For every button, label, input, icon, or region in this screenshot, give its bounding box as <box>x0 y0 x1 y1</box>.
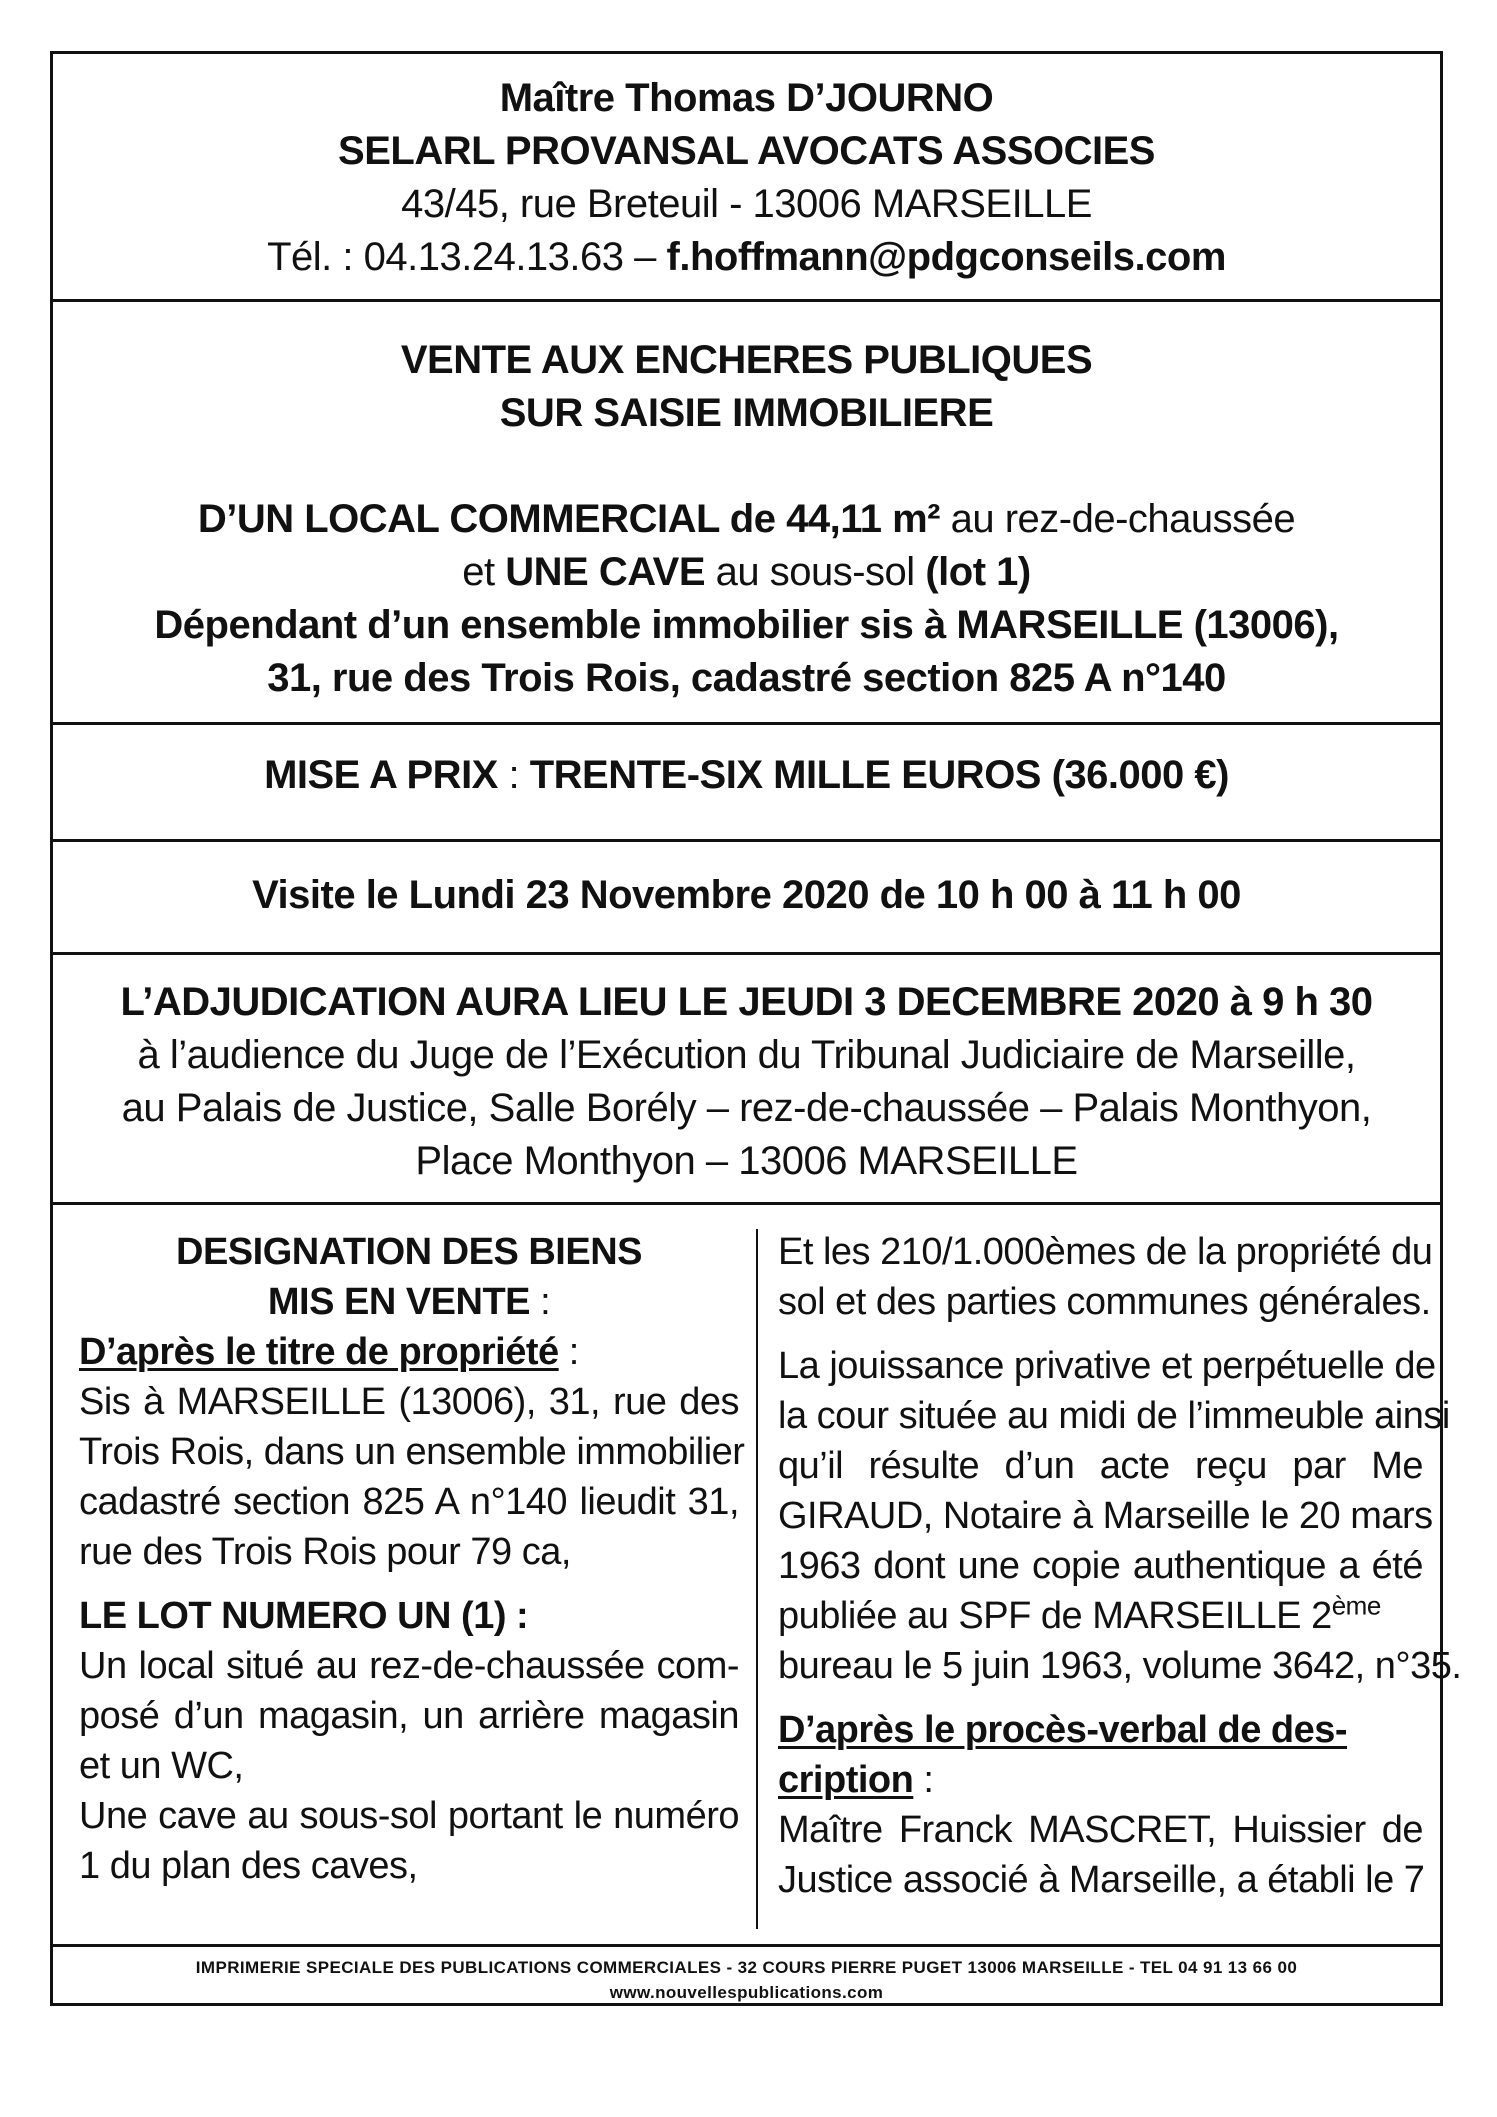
divider <box>53 1202 1440 1205</box>
superscript: ème <box>1331 1590 1381 1621</box>
left-column <box>79 1227 745 1891</box>
price-value: TRENTE-SIX MILLE EUROS (36.000 €) <box>529 753 1229 797</box>
paragraph-line: posé d’un magasin, un arrière magasin <box>79 1695 739 1737</box>
paragraph-line: sol et des parties communes générales. <box>778 1281 1431 1323</box>
pv-label-1: D’après le procès-verbal de des- <box>778 1709 1348 1751</box>
paragraph-line: cadastré section 825 A n°140 lieudit 31, <box>79 1481 739 1523</box>
spacer <box>79 1577 739 1591</box>
paragraph-line: Un local situé au rez-de-chaussée com- <box>79 1645 739 1687</box>
paragraph-line: Justice associé à Marseille, a établi le 7 <box>778 1859 1425 1901</box>
firm-address: 43/45, rue Breteuil - 13006 MARSEILLE <box>401 182 1092 226</box>
divider <box>53 1944 1440 1947</box>
printer-website: www.nouvellespublications.com <box>609 1983 884 2002</box>
column-divider <box>756 1229 758 1929</box>
paragraph-line: La jouissance privative et perpétuelle de <box>778 1345 1436 1387</box>
paragraph-line: 1963 dont une copie authentique a été <box>778 1545 1423 1587</box>
sale-desc-3: Dépendant d’un ensemble immobilier sis à MARSEILLE (13006), <box>154 603 1339 647</box>
sale-title-2: SUR SAISIE IMMOBILIERE <box>499 391 994 435</box>
pv-subheading-1 <box>778 1705 1423 1755</box>
divider <box>53 839 1440 842</box>
pv-colon: : <box>923 1759 934 1801</box>
cave: UNE CAVE <box>505 550 706 594</box>
designation-heading-2 <box>79 1277 739 1327</box>
price-section <box>53 749 1440 802</box>
sale-title-1: VENTE AUX ENCHERES PUBLIQUES <box>400 338 1093 382</box>
notice-frame <box>50 51 1462 2006</box>
pv-subheading-2 <box>778 1755 1423 1805</box>
printer-line: IMPRIMERIE SPECIALE DES PUBLICATIONS COMMERCIALES - 32 COURS PIERRE PUGET 13006 MARSEILLE - TEL 04 91 13 66 00 <box>195 1958 1298 1977</box>
divider <box>53 722 1440 725</box>
adjudication-line-3: Place Monthyon – 13006 MARSEILLE <box>415 1139 1078 1183</box>
price-sep: : <box>508 753 520 797</box>
email: f.hoffmann@pdgconseils.com <box>666 235 1226 279</box>
paragraph-line <box>778 1591 1423 1641</box>
lawyer-name: Maître Thomas D’JOURNO <box>499 76 994 120</box>
sale-desc-4: 31, rue des Trois Rois, cadastré section 825 A n°140 <box>267 656 1226 700</box>
paragraph-line: Maître Franck MASCRET, Huissier de <box>778 1809 1423 1851</box>
title-deed-label: D’après le titre de propriété <box>79 1331 559 1373</box>
paragraph-line: bureau le 5 juin 1963, volume 3642, n°35. <box>778 1645 1462 1687</box>
divider <box>53 952 1440 955</box>
firm-name: SELARL PROVANSAL AVOCATS ASSOCIES <box>338 129 1155 173</box>
adjudication-line-2: au Palais de Justice, Salle Borély – rez-de-chaussée – Palais Monthyon, <box>121 1086 1372 1130</box>
paragraph-line: Et les 210/1.000èmes de la propriété du <box>778 1231 1433 1273</box>
paragraph-line: la cour située au midi de l’immeuble ainsi <box>778 1395 1450 1437</box>
paragraph-line: Sis à MARSEILLE (13006), 31, rue des <box>79 1381 739 1423</box>
spacer <box>53 440 1440 493</box>
rez-de-chaussee: au rez-de-chaussée <box>950 497 1296 541</box>
sale-desc-2 <box>53 546 1440 599</box>
lawyer-header <box>53 72 1440 284</box>
local-commercial: D’UN LOCAL COMMERCIAL de 44,11 m² <box>197 497 940 541</box>
title-deed-colon: : <box>568 1331 579 1373</box>
lot-heading: LE LOT NUMERO UN (1) : <box>79 1595 529 1637</box>
price-label: MISE A PRIX <box>264 753 498 797</box>
visit-section <box>53 869 1440 922</box>
paragraph-line: Une cave au sous-sol portant le numéro <box>79 1795 739 1837</box>
visit-text: Visite le Lundi 23 Novembre 2020 de 10 h 00 à 11 h 00 <box>252 873 1241 917</box>
title-deed-subheading <box>79 1327 739 1377</box>
lot-number: (lot 1) <box>925 550 1031 594</box>
spacer <box>778 1691 1423 1705</box>
firm-contact <box>53 231 1440 284</box>
paragraph-line: Trois Rois, dans un ensemble immobilier <box>79 1431 745 1473</box>
divider <box>53 299 1440 302</box>
paragraph-line: 1 du plan des caves, <box>79 1845 418 1887</box>
phone: Tél. : 04.13.24.13.63 – <box>267 235 656 279</box>
adjudication-title: L’ADJUDICATION AURA LIEU LE JEUDI 3 DECEMBRE 2020 à 9 h 30 <box>120 980 1373 1024</box>
adjudication-section <box>53 976 1440 1188</box>
paragraph-line: rue des Trois Rois pour 79 ca, <box>79 1531 571 1573</box>
and-word: et <box>462 550 495 594</box>
sous-sol: au sous-sol <box>715 550 915 594</box>
spf-text: publiée au SPF de MARSEILLE 2 <box>778 1595 1332 1637</box>
printer-footer <box>53 1955 1440 2005</box>
pv-label-2: cription <box>778 1759 914 1801</box>
price-line <box>53 749 1440 802</box>
designation-heading-1: DESIGNATION DES BIENS <box>176 1231 642 1273</box>
designation-heading-text: MIS EN VENTE <box>267 1281 531 1323</box>
paragraph-line: GIRAUD, Notaire à Marseille le 20 mars <box>778 1495 1433 1537</box>
adjudication-line-1: à l’audience du Juge de l’Exécution du Tribunal Judiciaire de Marseille, <box>137 1033 1356 1077</box>
sale-desc-1 <box>53 493 1440 546</box>
right-column <box>778 1227 1462 1905</box>
designation-colon: : <box>540 1281 551 1323</box>
sale-section <box>53 334 1440 705</box>
spacer <box>778 1327 1423 1341</box>
paragraph-line: et un WC, <box>79 1745 244 1787</box>
paragraph-line: qu’il résulte d’un acte reçu par Me <box>778 1445 1423 1487</box>
